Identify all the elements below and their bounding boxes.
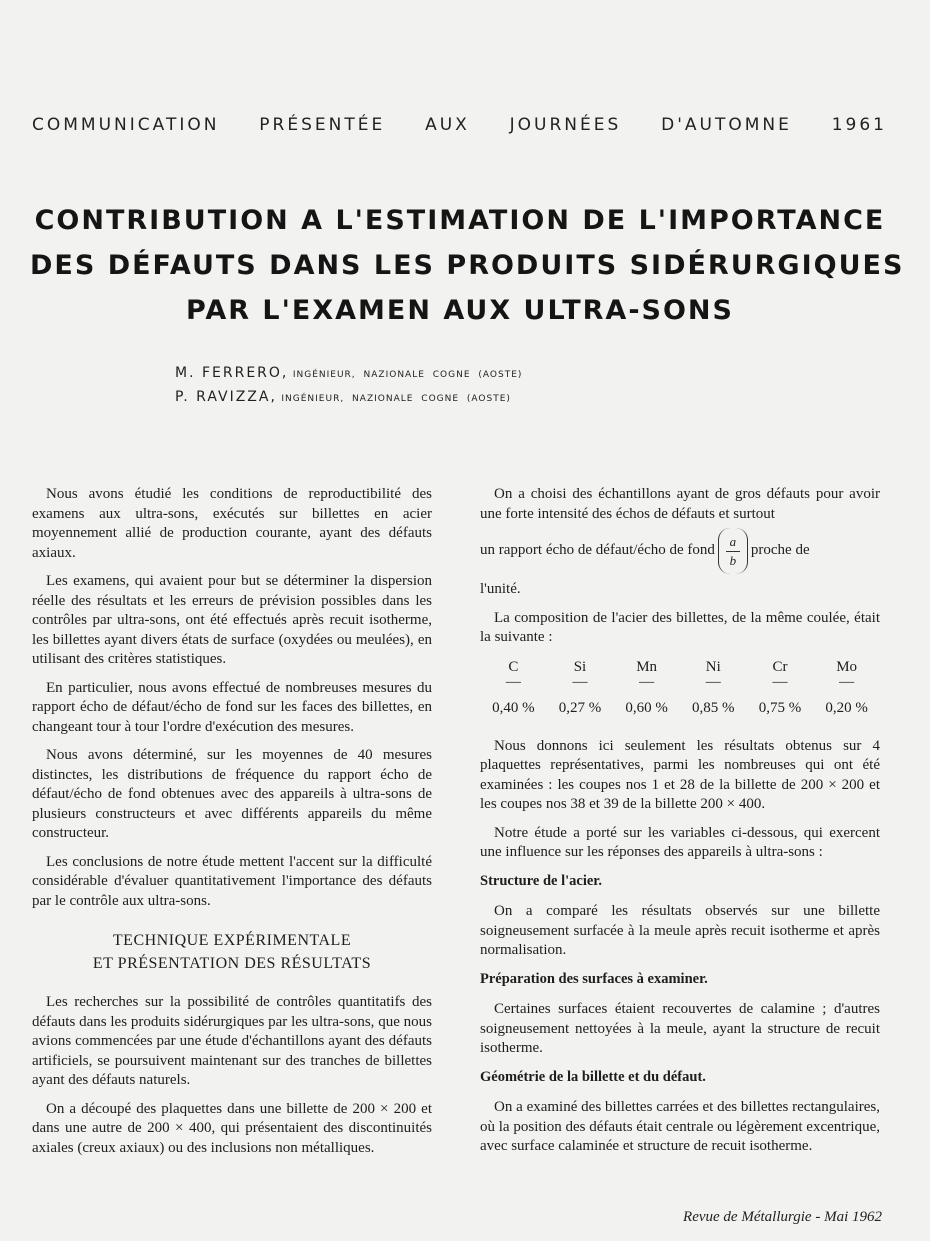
ratio-text-before: un rapport écho de défaut/écho de fond	[480, 542, 715, 559]
element-value: 0,27 %	[558, 700, 602, 716]
element-symbol: Ni	[705, 658, 721, 675]
title-line-1: CONTRIBUTION A L'ESTIMATION DE L'IMPORTANCE	[34, 205, 886, 236]
paragraph: Nous avons déterminé, sur les moyennes de 40 mesures distinctes, les distributions de fréquence du rapport écho de défaut/écho de fond obtenues avec des appareils à ultra-sons de plusieurs constructeurs et avec différents appareils du même constructeur.	[32, 747, 432, 841]
ratio-line	[480, 528, 880, 574]
journal-footer: Revue de Métallurgie - Mai 1962	[683, 1209, 882, 1225]
author-1	[175, 362, 522, 386]
author-affiliation: INGÉNIEUR, NAZIONALE COGNE (AOSTE)	[292, 370, 523, 380]
paragraph: On a choisi des échantillons ayant de gros défauts pour avoir une forte intensité des échos de défauts et surtout	[480, 486, 880, 522]
paragraph: On a comparé les résultats observés sur une billette soigneusement surfacée à la meule après recuit isotherme et après normalisation.	[480, 903, 880, 958]
paragraph: La composition de l'acier des billettes, de la même coulée, était la suivante :	[480, 609, 880, 645]
dash: —	[772, 674, 788, 690]
authors-block	[175, 362, 522, 410]
element-value: 0,60 %	[625, 700, 668, 716]
paragraph: On a découpé des plaquettes dans une billette de 200 × 200 et dans une autre de 200 × 400, qui présentaient des discontinuités axiales (creux axiaux) ou des inclusions non métalliques.	[32, 1100, 432, 1156]
dash: —	[505, 674, 521, 690]
element-symbol: C	[508, 658, 519, 675]
fraction-numerator: a	[729, 533, 737, 549]
subheading: Structure de l'acier.	[480, 872, 603, 889]
element-value: 0,40 %	[492, 700, 535, 716]
dash: —	[705, 674, 721, 690]
ratio-fraction	[718, 528, 748, 574]
author-name: M. FERRERO,	[175, 365, 289, 381]
subheading: Géométrie de la billette et du défaut.	[480, 1068, 706, 1085]
left-column	[32, 485, 432, 1167]
article-title	[30, 198, 905, 333]
paragraph: On a examiné des billettes carrées et des billettes rectangulaires, où la position des défauts était centrale ou légèrement excentrique, avec surface calaminée et structure de recuit isotherme.	[480, 1099, 880, 1154]
fraction-bar	[726, 551, 740, 552]
dash: —	[839, 674, 855, 690]
element-symbol: Mo	[836, 658, 858, 675]
element-value: 0,20 %	[825, 700, 868, 716]
paragraph: Nous avons étudié les conditions de reproductibilité des examens aux ultra-sons, exécutés sur billettes en acier moyennement allié de production courante, ayant des défauts axiaux.	[32, 486, 432, 561]
author-name: P. RAVIZZA,	[175, 389, 277, 405]
element-symbol: Mn	[636, 658, 658, 675]
paragraph-end: l'unité.	[480, 581, 521, 597]
dash-row	[480, 677, 880, 699]
composition-table	[480, 658, 880, 719]
header-line: COMMUNICATION PRÉSENTÉE AUX JOURNÉES D'AUTOMNE 1961	[32, 115, 887, 135]
value-row	[480, 699, 880, 719]
section-heading-line-2: ET PRÉSENTATION DES RÉSULTATS	[92, 955, 372, 972]
paragraph: Nous donnons ici seulement les résultats obtenus sur 4 plaquettes représentatives, parmi les nombreuses qui ont été examinées : les coupes nos 1 et 28 de la billette de 200 × 200 et les coupes nos 38 et 39 de la billette 200 × 400.	[480, 737, 880, 812]
section-heading-line-1: TECHNIQUE EXPÉRIMENTALE	[112, 932, 352, 949]
title-line-2: DES DÉFAUTS DANS LES PRODUITS SIDÉRURGIQUES	[30, 250, 905, 281]
subheading: Préparation des surfaces à examiner.	[480, 970, 708, 987]
paragraph: Certaines surfaces étaient recouvertes de calamine ; d'autres soigneusement nettoyées à la meule, ayant la structure de recuit isotherme.	[480, 1001, 880, 1056]
author-2	[175, 386, 522, 410]
dash: —	[572, 674, 588, 690]
paragraph: Les conclusions de notre étude mettent l'accent sur la difficulté considérable d'évaluer quantitativement l'importance des défauts par le contrôle aux ultra-sons.	[32, 853, 432, 909]
dash: —	[639, 674, 655, 690]
fraction	[726, 535, 740, 568]
fraction-denominator: b	[729, 552, 737, 568]
ratio-text-after: proche de	[750, 542, 810, 559]
right-column	[480, 485, 880, 1166]
paragraph: Les examens, qui avaient pour but se déterminer la dispersion réelle des résultats et les erreurs de prévision possibles dans les contrôles par ultra-sons, ont été effectués après recuit isotherme, les billettes ayant divers états de surface (oxydées ou meulées), en utilisant des critères statistiques.	[32, 573, 432, 667]
element-row	[480, 658, 880, 678]
paragraph: Les recherches sur la possibilité de contrôles quantitatifs des défauts dans les produits sidérurgiques par les ultra-sons, que nous avions commencées par une étude d'échantillons ayant des défauts artificiels, se poursuivent maintenant sur des tranches de billettes ayant des défauts naturels.	[32, 994, 432, 1088]
element-value: 0,75 %	[758, 700, 802, 716]
element-symbol: Cr	[772, 658, 788, 675]
paragraph: En particulier, nous avons effectué de nombreuses mesures du rapport écho de défaut/écho de fond sur les faces des billettes, en changeant tour à tour l'ordre d'exécution des mesures.	[32, 679, 432, 735]
element-symbol: Si	[573, 658, 587, 675]
title-line-3: PAR L'EXAMEN AUX ULTRA-SONS	[186, 295, 734, 326]
author-affiliation: INGÉNIEUR, NAZIONALE COGNE (AOSTE)	[281, 394, 511, 404]
paragraph: Notre étude a porté sur les variables ci-dessous, qui exercent une influence sur les réponses des appareils à ultra-sons :	[480, 824, 880, 860]
element-value: 0,85 %	[692, 700, 735, 716]
section-heading	[32, 929, 432, 975]
